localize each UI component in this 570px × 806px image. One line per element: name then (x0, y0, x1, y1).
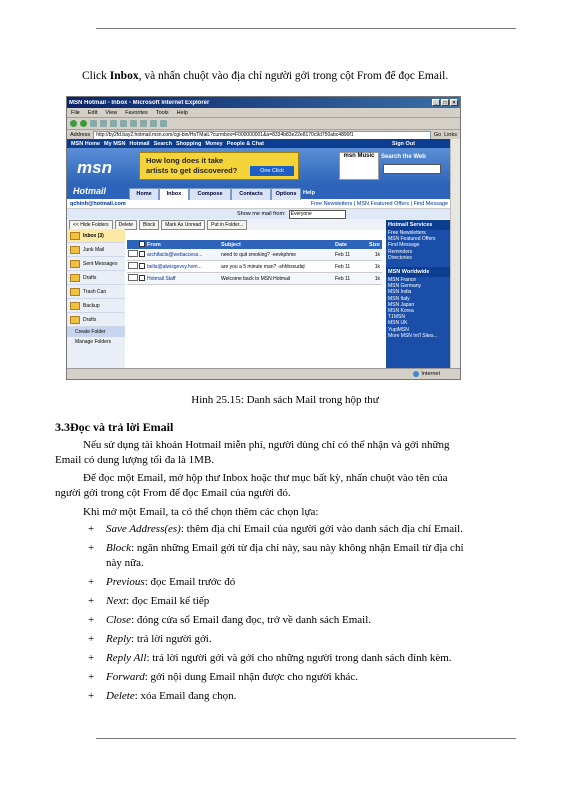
services-title: Hotmail Services (386, 220, 452, 230)
option-desc: : xóa Email đang chọn. (134, 690, 237, 702)
status-bar (67, 368, 460, 379)
filter-row (67, 209, 452, 219)
option-desc: : trả lời người gởi và gởi cho những người trong danh sách đính kèm. (146, 652, 452, 664)
folder-sidebar (67, 229, 125, 369)
option-term: Save Address(es) (106, 523, 181, 535)
folder-label: Inbox (3) (83, 232, 104, 239)
folder-icon (70, 260, 80, 268)
option-term: Forward (106, 671, 145, 683)
service-link[interactable]: Free Newsletters (388, 230, 426, 236)
option-item (88, 575, 468, 590)
bullet: + (88, 595, 95, 607)
mail-checkbox[interactable] (139, 275, 145, 281)
browser-toolbar (67, 118, 460, 130)
column-from[interactable]: From (147, 241, 161, 248)
hotmail-logo: Hotmail (73, 186, 107, 196)
user-row (67, 199, 452, 209)
history-icon[interactable] (140, 120, 147, 127)
maximize-button[interactable]: □ (441, 99, 449, 106)
folder-icon (70, 316, 80, 324)
bullet: + (88, 690, 95, 702)
put-in-folder-select[interactable]: Put in Folder... (207, 220, 247, 230)
bullet: + (88, 633, 95, 645)
option-item (88, 651, 468, 666)
option-desc: : đóng cửa sổ Email đang đọc, trở về danh sách Email. (131, 614, 372, 626)
worldwide-link[interactable]: MSN Germany (388, 283, 422, 290)
manage-folders-link[interactable]: Manage Folders (67, 337, 125, 347)
mail-date: Feb 11 (335, 251, 351, 258)
select-all-checkbox[interactable] (139, 241, 145, 247)
option-term: Delete (106, 690, 135, 702)
menu-favorites[interactable]: Favorites (125, 109, 148, 116)
ad-button[interactable]: One Click (250, 166, 294, 176)
intro-text: Click Inbox, và nhấn chuột vào địa chỉ người gởi trong cột From để đọc Email. (82, 70, 449, 82)
paragraph-1: Nếu sử dụng tài khoản Hotmail miễn phí, người dùng chỉ có thể nhận và gởi những Email có dung lượng tối đa là 1MB. (55, 439, 450, 466)
minimize-button[interactable]: _ (432, 99, 440, 106)
forward-icon[interactable] (80, 120, 87, 127)
folder-junk[interactable] (67, 243, 125, 257)
address-input[interactable]: http://by2fd.bay2.hotmail.msn.com/cgi-bin/HoTMaiL?curmbox=F000000001&a=8334b83e22e8170c9d750abc4890f1 (93, 131, 431, 140)
mail-subject[interactable]: Welcome back to MSN Hotmail (221, 275, 291, 282)
option-item (88, 613, 468, 628)
worldwide-link[interactable]: T1MSN (388, 314, 405, 321)
service-link[interactable]: Directories (388, 254, 412, 261)
stop-icon[interactable] (90, 120, 97, 127)
status-zone: Internet (421, 371, 440, 377)
search-web-input[interactable] (383, 164, 441, 174)
folder-trash[interactable] (67, 285, 125, 299)
worldwide-title: MSN Worldwide (386, 267, 452, 277)
envelope-icon (128, 250, 138, 257)
option-term: Close (106, 614, 132, 626)
nav-msn-home[interactable]: MSN Home (71, 140, 101, 147)
mail-list (127, 240, 382, 285)
go-button[interactable]: Go (433, 132, 442, 138)
ad-line1: How long does it take (146, 156, 224, 165)
mail-date: Feb 11 (335, 275, 351, 282)
tab-compose[interactable]: Compose (189, 188, 231, 200)
paragraph-3: Khi mở một Email, ta có thể chọn thêm các chọn lựa: (83, 506, 319, 518)
option-term: Reply (106, 633, 132, 645)
option-item (88, 670, 468, 685)
bullet: + (88, 523, 95, 535)
mail-row[interactable] (127, 261, 382, 273)
favorites-icon[interactable] (130, 120, 137, 127)
folder-drafts-2[interactable] (67, 313, 125, 327)
mail-date: Feb 11 (335, 263, 351, 270)
services-panel (386, 220, 452, 369)
folder-label: Trash Can (83, 288, 107, 295)
close-button[interactable]: × (450, 99, 458, 106)
bullet: + (88, 542, 95, 554)
block-button[interactable]: Block (139, 220, 159, 230)
option-item (88, 594, 468, 609)
print-icon[interactable] (160, 120, 167, 127)
folder-backup[interactable] (67, 299, 125, 313)
option-desc: : ngăn những Email gởi từ địa chỉ này, sau này không nhận Email từ địa chỉ này nữa. (106, 542, 464, 569)
mail-size: 1k (374, 251, 380, 258)
user-email: qchinh@hotmail.com (70, 200, 126, 207)
banner-ad[interactable] (139, 152, 299, 180)
section-heading: 3.3Đọc và trả lời Email (55, 420, 174, 434)
mail-list-header (127, 240, 382, 249)
tab-contacts[interactable]: Contacts (231, 188, 271, 200)
folder-icon (70, 246, 80, 254)
menu-help[interactable]: Help (176, 109, 188, 116)
option-term: Reply All (106, 652, 147, 664)
worldwide-link[interactable]: MSN India (388, 289, 412, 296)
nav-hotmail[interactable]: Hotmail (129, 140, 150, 147)
option-term: Next (106, 595, 127, 607)
hotmail-tabs (67, 186, 452, 199)
bullet: + (88, 576, 95, 588)
tab-home[interactable]: Home (129, 188, 159, 200)
window-titlebar (67, 97, 460, 108)
option-desc: : trả lời người gởi. (131, 633, 212, 645)
option-desc: : gởi nội dung Email nhận được cho người khác. (144, 671, 358, 683)
mail-from[interactable]: Hotmail Staff (147, 275, 176, 282)
paragraph-2: Để đọc một Email, mở hộp thư Inbox hoặc thư mục bất kỳ, nhấn chuột vào tên của người gởi trong cột From để đọc Email của người đó. (55, 472, 448, 499)
menu-bar (67, 108, 460, 118)
mail-checkbox[interactable] (139, 263, 145, 269)
delete-button[interactable]: Delete (115, 220, 137, 230)
mail-from[interactable]: bella@alwisgevvy.hom... (147, 263, 202, 270)
window-title: MSN Hotmail - Inbox - Microsoft Internet Explorer (69, 99, 210, 106)
tab-options[interactable]: Options (271, 188, 301, 200)
figure-caption: Hình 25.15: Danh sách Mail trong hộp thư (191, 394, 379, 406)
menu-file[interactable]: File (71, 109, 80, 116)
menu-edit[interactable]: Edit (87, 109, 98, 116)
worldwide-link[interactable]: More MSN Int'l Sites... (388, 332, 438, 339)
mail-icon[interactable] (150, 120, 157, 127)
address-label: Address (70, 132, 91, 138)
folder-label: Sent Messages (83, 260, 118, 267)
nav-my-msn[interactable]: My MSN (104, 140, 126, 147)
service-link[interactable]: Find Message (388, 242, 420, 249)
column-size[interactable]: Size (368, 241, 380, 248)
folder-label: Junk Mail (83, 246, 105, 253)
nav-shopping[interactable]: Shopping (175, 140, 202, 147)
hide-folders-button[interactable]: << Hide Folders (69, 220, 113, 230)
option-term: Previous (106, 576, 145, 588)
msn-logo[interactable]: msn (77, 158, 112, 177)
home-icon[interactable] (110, 120, 117, 127)
folder-icon (70, 274, 80, 282)
folder-icon (70, 232, 80, 240)
option-desc: : thêm địa chỉ Email của người gởi vào danh sách địa chỉ Email. (180, 523, 463, 535)
mail-size: 1k (374, 263, 380, 270)
search-icon[interactable] (120, 120, 127, 127)
worldwide-link[interactable]: MSN Italy (388, 295, 410, 302)
footer-rule (96, 738, 516, 739)
folder-label: Drafts (83, 274, 97, 281)
nav-money[interactable]: Money (205, 140, 223, 147)
page-scrollbar[interactable] (450, 139, 460, 369)
mail-subject[interactable]: need to quit smoking? -eevkphme (221, 251, 297, 258)
bullet: + (88, 614, 95, 626)
mail-row[interactable] (127, 273, 382, 285)
folder-drafts[interactable] (67, 271, 125, 285)
links-label[interactable]: Links (444, 132, 457, 138)
mail-from[interactable]: archifacts@webaccess... (147, 251, 203, 258)
search-web-label: Search the Web (381, 154, 426, 160)
mail-size: 1k (374, 275, 380, 282)
option-term: Block (106, 542, 132, 554)
mark-unread-button[interactable]: Mark As Unread (161, 220, 205, 230)
option-item (88, 522, 468, 537)
hotmail-page (67, 139, 452, 369)
header-rule (96, 28, 516, 29)
column-subject[interactable]: Subject (221, 241, 241, 248)
worldwide-link[interactable]: YupiMSN (388, 326, 409, 333)
service-link[interactable]: Reminders (388, 248, 413, 255)
option-item (88, 541, 468, 571)
music-ad[interactable]: msn Music (339, 152, 379, 180)
bullet: + (88, 652, 95, 664)
worldwide-link[interactable]: MSN Japan (388, 301, 415, 308)
create-folder-link[interactable]: Create Folder (67, 327, 125, 337)
mail-rows (127, 249, 382, 285)
worldwide-link[interactable]: MSN France (388, 277, 417, 284)
worldwide-link[interactable]: MSN UK (388, 320, 408, 327)
folder-icon (70, 302, 80, 310)
option-desc: : đọc Email kế tiếp (126, 595, 210, 607)
msn-navbar (67, 139, 452, 148)
nav-people-chat[interactable]: People & Chat (226, 140, 265, 147)
option-list (88, 522, 468, 708)
tab-inbox[interactable]: Inbox (159, 188, 189, 200)
column-date[interactable]: Date (335, 241, 347, 248)
mail-row[interactable] (127, 249, 382, 261)
mail-checkbox[interactable] (139, 251, 145, 257)
ad-line2: artists to get discovered? (146, 166, 238, 175)
option-desc: : đọc Email trước đó (144, 576, 236, 588)
top-links[interactable]: Free Newsletters | MSN Featured Offers | Find Message (310, 200, 448, 207)
show-label: Show me mail from: (237, 211, 286, 217)
envelope-icon (128, 274, 138, 281)
menu-tools[interactable]: Tools (155, 109, 169, 116)
option-item (88, 689, 468, 704)
refresh-icon[interactable] (100, 120, 107, 127)
folder-label: Backup (83, 302, 100, 309)
sign-out-link[interactable]: Sign Out (392, 141, 452, 147)
back-icon[interactable] (70, 120, 77, 127)
envelope-icon (128, 262, 138, 269)
hotmail-screenshot (66, 96, 461, 380)
menu-view[interactable]: View (105, 109, 118, 116)
mail-subject[interactable]: are you a 5 minute man? -shhbsvudql (221, 263, 305, 270)
globe-icon (413, 371, 419, 377)
option-item (88, 632, 468, 647)
bullet: + (88, 671, 95, 683)
folder-sent[interactable] (67, 257, 125, 271)
nav-search[interactable]: Search (153, 140, 172, 147)
worldwide-link[interactable]: MSN Korea (388, 308, 414, 315)
folder-icon (70, 288, 80, 296)
service-link[interactable]: MSN Featured Offers (388, 236, 436, 243)
tab-help[interactable]: Help (303, 190, 315, 196)
folder-inbox[interactable] (67, 229, 125, 243)
folder-label: Drafts (83, 316, 97, 323)
show-select[interactable]: Everyone (289, 210, 346, 219)
msn-header (67, 148, 452, 186)
